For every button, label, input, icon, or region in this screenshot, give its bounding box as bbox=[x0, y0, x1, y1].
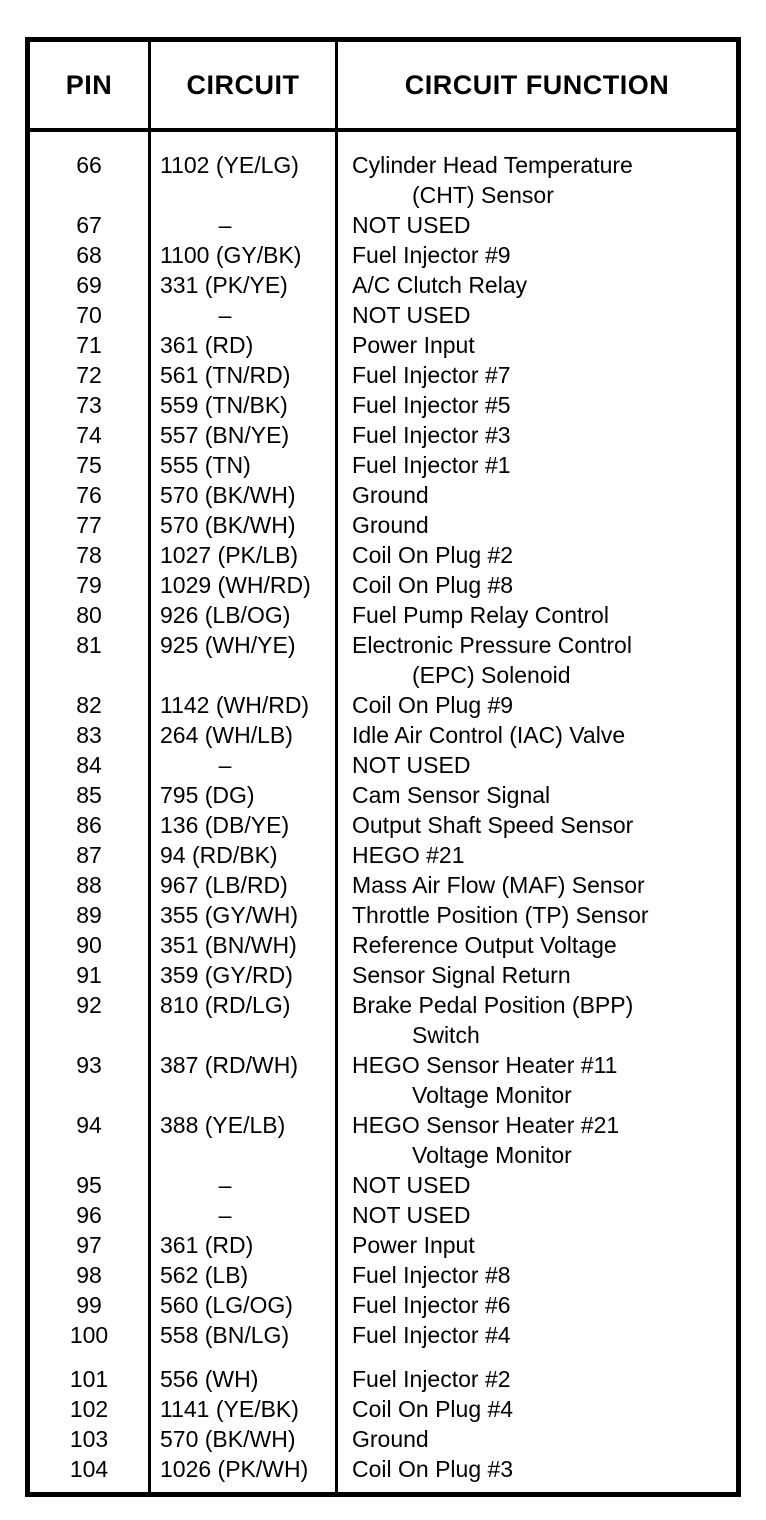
circuit-cell: 570 (BK/WH) bbox=[160, 512, 296, 538]
table-row bbox=[30, 630, 736, 690]
pin-cell: 78 bbox=[76, 542, 102, 568]
function-cell bbox=[338, 540, 736, 570]
circuit-cell: 570 (BK/WH) bbox=[160, 1426, 296, 1452]
table-row bbox=[30, 300, 736, 330]
pin-cell: 95 bbox=[76, 1172, 102, 1198]
pin-cell: 104 bbox=[69, 1456, 109, 1482]
table-row bbox=[30, 1454, 736, 1484]
function-line: Fuel Injector #7 bbox=[352, 362, 511, 388]
function-line: NOT USED bbox=[352, 302, 471, 328]
function-cell bbox=[338, 1050, 736, 1110]
function-cell bbox=[338, 1394, 736, 1424]
circuit-cell: 1026 (PK/WH) bbox=[160, 1456, 309, 1482]
table-row bbox=[30, 1260, 736, 1290]
table-row bbox=[30, 720, 736, 750]
function-cell bbox=[338, 1230, 736, 1260]
table-row bbox=[30, 150, 736, 210]
function-cell bbox=[338, 330, 736, 360]
function-line-continued: (CHT) Sensor bbox=[412, 182, 554, 208]
function-cell bbox=[338, 390, 736, 420]
pin-cell: 84 bbox=[76, 752, 102, 778]
circuit-cell: 559 (TN/BK) bbox=[160, 392, 288, 418]
circuit-cell: 359 (GY/RD) bbox=[160, 962, 293, 988]
function-cell bbox=[338, 240, 736, 270]
function-line: NOT USED bbox=[352, 1202, 471, 1228]
table-body bbox=[30, 132, 736, 1492]
function-line: Power Input bbox=[352, 1232, 475, 1258]
function-line: Fuel Injector #4 bbox=[352, 1322, 511, 1348]
pin-cell: 101 bbox=[69, 1366, 109, 1392]
function-cell bbox=[338, 780, 736, 810]
circuit-cell: 926 (LB/OG) bbox=[160, 602, 291, 628]
pin-cell: 94 bbox=[76, 1112, 102, 1138]
pin-cell: 97 bbox=[76, 1232, 102, 1258]
pin-cell: 96 bbox=[76, 1202, 102, 1228]
table-row bbox=[30, 360, 736, 390]
table-row bbox=[30, 1424, 736, 1454]
pin-cell: 98 bbox=[76, 1262, 102, 1288]
table-row bbox=[30, 990, 736, 1050]
circuit-cell: – bbox=[218, 302, 232, 328]
pin-cell: 66 bbox=[76, 152, 102, 178]
function-line: Coil On Plug #4 bbox=[352, 1396, 514, 1422]
pin-cell: 82 bbox=[76, 692, 102, 718]
pin-cell: 86 bbox=[76, 812, 102, 838]
pin-cell: 93 bbox=[76, 1052, 102, 1078]
function-line-continued: Voltage Monitor bbox=[412, 1082, 572, 1108]
pin-cell: 79 bbox=[76, 572, 102, 598]
circuit-cell: 560 (LG/OG) bbox=[160, 1292, 293, 1318]
pin-cell: 67 bbox=[76, 212, 102, 238]
function-line: Mass Air Flow (MAF) Sensor bbox=[352, 872, 645, 898]
pin-cell: 73 bbox=[76, 392, 102, 418]
function-line: Fuel Injector #6 bbox=[352, 1292, 511, 1318]
pin-cell: 72 bbox=[76, 362, 102, 388]
pin-cell: 70 bbox=[76, 302, 102, 328]
table-row bbox=[30, 840, 736, 870]
table-row bbox=[30, 480, 736, 510]
function-cell bbox=[338, 720, 736, 750]
column-divider-1 bbox=[148, 42, 151, 1492]
table-row bbox=[30, 900, 736, 930]
table-row bbox=[30, 600, 736, 630]
function-cell bbox=[338, 930, 736, 960]
circuit-cell: 388 (YE/LB) bbox=[160, 1112, 286, 1138]
function-cell bbox=[338, 900, 736, 930]
function-cell bbox=[338, 840, 736, 870]
circuit-cell: 570 (BK/WH) bbox=[160, 482, 296, 508]
circuit-cell: – bbox=[218, 1202, 232, 1228]
table-row bbox=[30, 1230, 736, 1260]
table-row bbox=[30, 450, 736, 480]
circuit-cell: 558 (BN/LG) bbox=[160, 1322, 290, 1348]
pin-cell: 71 bbox=[76, 332, 102, 358]
header-circuit-function: CIRCUIT FUNCTION bbox=[404, 69, 670, 100]
circuit-cell: 810 (RD/LG) bbox=[160, 992, 291, 1018]
function-cell bbox=[338, 420, 736, 450]
function-line: HEGO #21 bbox=[352, 842, 465, 868]
function-line: Fuel Pump Relay Control bbox=[352, 602, 609, 628]
function-cell bbox=[338, 1320, 736, 1350]
table-row bbox=[30, 540, 736, 570]
function-line-continued: Switch bbox=[412, 1022, 480, 1048]
circuit-cell: 264 (WH/LB) bbox=[160, 722, 293, 748]
function-line: Output Shaft Speed Sensor bbox=[352, 812, 634, 838]
header-pin: PIN bbox=[65, 69, 113, 100]
circuit-cell: – bbox=[218, 1172, 232, 1198]
function-line: Ground bbox=[352, 482, 429, 508]
function-cell bbox=[338, 360, 736, 390]
function-line: NOT USED bbox=[352, 1172, 471, 1198]
table-row bbox=[30, 570, 736, 600]
table-row bbox=[30, 1394, 736, 1424]
function-line: Fuel Injector #2 bbox=[352, 1366, 511, 1392]
table-row bbox=[30, 690, 736, 720]
function-cell bbox=[338, 1200, 736, 1230]
function-line: Fuel Injector #1 bbox=[352, 452, 511, 478]
pin-cell: 83 bbox=[76, 722, 102, 748]
pin-cell: 88 bbox=[76, 872, 102, 898]
function-cell bbox=[338, 750, 736, 780]
function-cell bbox=[338, 600, 736, 630]
table-row bbox=[30, 420, 736, 450]
circuit-cell: 562 (LB) bbox=[160, 1262, 249, 1288]
table-row bbox=[30, 810, 736, 840]
function-line: Brake Pedal Position (BPP) bbox=[352, 992, 634, 1018]
table-row bbox=[30, 270, 736, 300]
function-cell bbox=[338, 1110, 736, 1170]
table-row bbox=[30, 1200, 736, 1230]
function-cell bbox=[338, 960, 736, 990]
function-cell bbox=[338, 510, 736, 540]
pin-cell: 102 bbox=[69, 1396, 109, 1422]
table-row bbox=[30, 870, 736, 900]
table-row bbox=[30, 1320, 736, 1350]
circuit-cell: 556 (WH) bbox=[160, 1366, 259, 1392]
table-row bbox=[30, 1050, 736, 1110]
column-divider-2 bbox=[335, 42, 338, 1492]
function-line: NOT USED bbox=[352, 752, 471, 778]
pin-cell: 90 bbox=[76, 932, 102, 958]
circuit-cell: 1100 (GY/BK) bbox=[160, 242, 302, 268]
pin-cell: 99 bbox=[76, 1292, 102, 1318]
table-header-row bbox=[30, 42, 736, 132]
pin-cell: 85 bbox=[76, 782, 102, 808]
circuit-cell: 1141 (YE/BK) bbox=[160, 1396, 299, 1422]
pin-cell: 76 bbox=[76, 482, 102, 508]
function-line: Ground bbox=[352, 1426, 429, 1452]
pin-cell: 74 bbox=[76, 422, 102, 448]
header-circuit: CIRCUIT bbox=[186, 69, 300, 100]
pin-cell: 68 bbox=[76, 242, 102, 268]
circuit-cell: 1102 (YE/LG) bbox=[160, 152, 299, 178]
function-cell bbox=[338, 870, 736, 900]
circuit-cell: 331 (PK/YE) bbox=[160, 272, 288, 298]
function-cell bbox=[338, 570, 736, 600]
pin-cell: 91 bbox=[76, 962, 102, 988]
function-cell bbox=[338, 1170, 736, 1200]
function-line: Fuel Injector #5 bbox=[352, 392, 511, 418]
pin-cell: 89 bbox=[76, 902, 102, 928]
pin-cell: 80 bbox=[76, 602, 102, 628]
function-line: Power Input bbox=[352, 332, 475, 358]
function-line: Electronic Pressure Control bbox=[352, 632, 632, 658]
circuit-cell: 361 (RD) bbox=[160, 332, 254, 358]
circuit-cell: 561 (TN/RD) bbox=[160, 362, 291, 388]
function-line: NOT USED bbox=[352, 212, 471, 238]
table-row bbox=[30, 1170, 736, 1200]
circuit-cell: 967 (LB/RD) bbox=[160, 872, 288, 898]
pin-cell: 100 bbox=[69, 1322, 109, 1348]
function-line: Coil On Plug #2 bbox=[352, 542, 514, 568]
function-line: Reference Output Voltage bbox=[352, 932, 617, 958]
function-cell bbox=[338, 150, 736, 210]
function-line: Idle Air Control (IAC) Valve bbox=[352, 722, 626, 748]
function-cell bbox=[338, 480, 736, 510]
circuit-cell: 1027 (PK/LB) bbox=[160, 542, 299, 568]
table-row bbox=[30, 330, 736, 360]
function-line: Coil On Plug #9 bbox=[352, 692, 514, 718]
table-row bbox=[30, 1290, 736, 1320]
table-row bbox=[30, 240, 736, 270]
function-line: Fuel Injector #8 bbox=[352, 1262, 511, 1288]
function-line: Coil On Plug #8 bbox=[352, 572, 514, 598]
table-row bbox=[30, 390, 736, 420]
function-line: HEGO Sensor Heater #21 bbox=[352, 1112, 620, 1138]
function-line: Ground bbox=[352, 512, 429, 538]
function-line: Cylinder Head Temperature bbox=[352, 152, 633, 178]
table-row bbox=[30, 780, 736, 810]
pin-cell: 69 bbox=[76, 272, 102, 298]
function-cell bbox=[338, 1364, 736, 1394]
function-cell bbox=[338, 270, 736, 300]
circuit-cell: 361 (RD) bbox=[160, 1232, 254, 1258]
function-line-continued: (EPC) Solenoid bbox=[412, 662, 571, 688]
pin-cell: 81 bbox=[76, 632, 102, 658]
function-line-continued: Voltage Monitor bbox=[412, 1142, 572, 1168]
table-row bbox=[30, 210, 736, 240]
function-cell bbox=[338, 1424, 736, 1454]
function-line: Cam Sensor Signal bbox=[352, 782, 551, 808]
function-line: Fuel Injector #3 bbox=[352, 422, 511, 448]
circuit-cell: 795 (DG) bbox=[160, 782, 255, 808]
function-line: HEGO Sensor Heater #11 bbox=[352, 1052, 618, 1078]
function-cell bbox=[338, 1260, 736, 1290]
circuit-cell: 387 (RD/WH) bbox=[160, 1052, 299, 1078]
circuit-cell: 355 (GY/WH) bbox=[160, 902, 299, 928]
function-line: Fuel Injector #9 bbox=[352, 242, 511, 268]
pinout-table bbox=[25, 37, 741, 1497]
function-cell bbox=[338, 210, 736, 240]
function-cell bbox=[338, 990, 736, 1050]
function-cell bbox=[338, 630, 736, 690]
circuit-cell: 555 (TN) bbox=[160, 452, 251, 478]
pin-cell: 87 bbox=[76, 842, 102, 868]
circuit-cell: 136 (DB/YE) bbox=[160, 812, 290, 838]
function-cell bbox=[338, 450, 736, 480]
circuit-cell: 1029 (WH/RD) bbox=[160, 572, 311, 598]
function-line: Sensor Signal Return bbox=[352, 962, 571, 988]
table-row bbox=[30, 1364, 736, 1394]
circuit-cell: 94 (RD/BK) bbox=[160, 842, 278, 868]
function-cell bbox=[338, 1454, 736, 1484]
table-row bbox=[30, 930, 736, 960]
circuit-cell: 351 (BN/WH) bbox=[160, 932, 297, 958]
circuit-cell: 1142 (WH/RD) bbox=[160, 692, 310, 718]
function-cell bbox=[338, 810, 736, 840]
pin-cell: 75 bbox=[76, 452, 102, 478]
function-line: Coil On Plug #3 bbox=[352, 1456, 514, 1482]
pin-cell: 92 bbox=[76, 992, 102, 1018]
table-row bbox=[30, 750, 736, 780]
function-cell bbox=[338, 1290, 736, 1320]
pin-cell: 77 bbox=[76, 512, 102, 538]
pin-cell: 103 bbox=[69, 1426, 109, 1452]
table-row bbox=[30, 1110, 736, 1170]
function-line: Throttle Position (TP) Sensor bbox=[352, 902, 649, 928]
function-cell bbox=[338, 690, 736, 720]
table-row bbox=[30, 510, 736, 540]
circuit-cell: – bbox=[218, 752, 232, 778]
function-cell bbox=[338, 300, 736, 330]
function-line: A/C Clutch Relay bbox=[352, 272, 528, 298]
circuit-cell: 557 (BN/YE) bbox=[160, 422, 290, 448]
table-row bbox=[30, 960, 736, 990]
circuit-cell: – bbox=[218, 212, 232, 238]
circuit-cell: 925 (WH/YE) bbox=[160, 632, 296, 658]
